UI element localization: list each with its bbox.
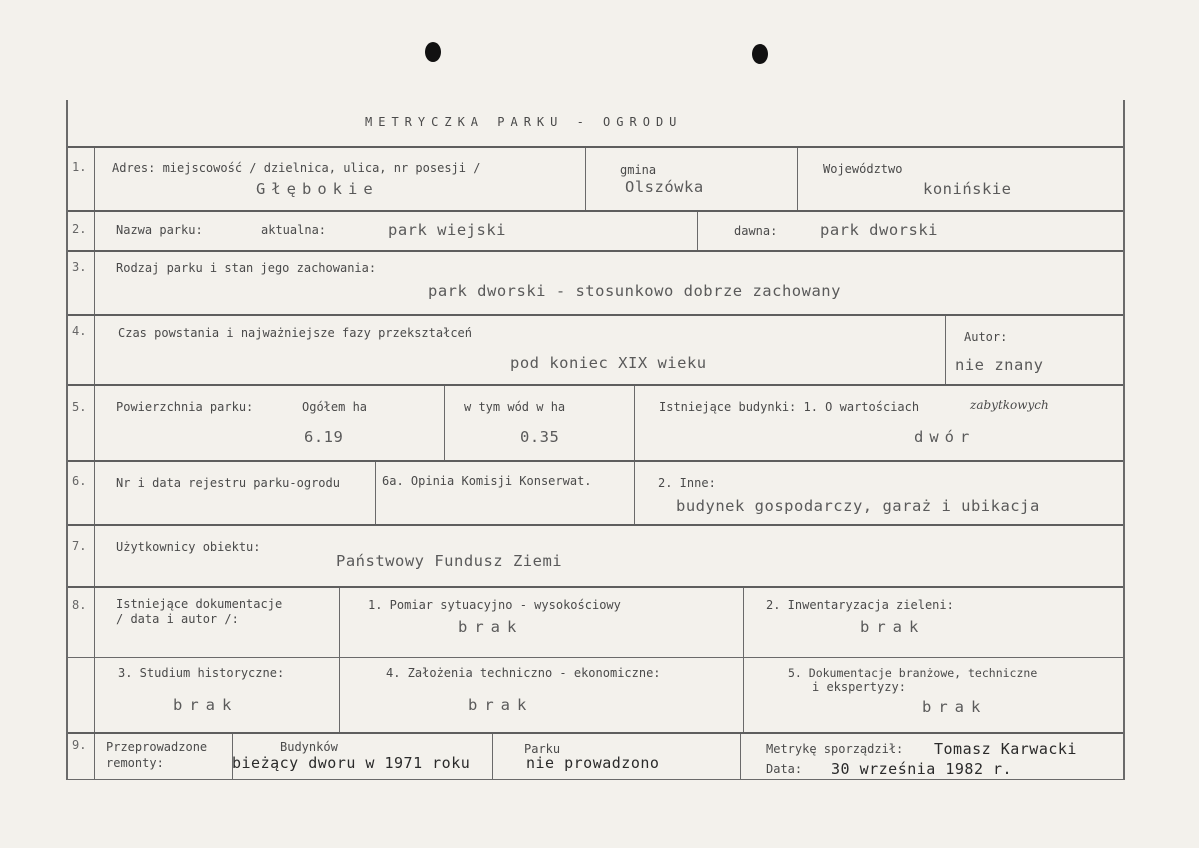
prepared-by-value: Tomasz Karwacki	[934, 740, 1077, 758]
park-record-form	[66, 100, 1125, 780]
history-value: pod koniec XIX wieku	[510, 354, 707, 372]
historical-study-label: 3. Studium historyczne:	[118, 666, 285, 680]
history-label: Czas powstania i najważniejsze fazy przekształceń	[118, 326, 473, 340]
row-number: 7.	[72, 539, 87, 553]
former-name-label: dawna:	[734, 224, 778, 238]
voivodeship-value: konińskie	[923, 180, 1012, 198]
former-name-value: park dworski	[820, 221, 938, 239]
total-area-label: Ogółem ha	[302, 400, 368, 414]
buildings-renovation-label: Budynków	[280, 740, 338, 754]
row-address	[68, 148, 1123, 212]
tech-econ-value: brak	[468, 696, 534, 714]
users-label: Użytkownicy obiektu:	[116, 540, 261, 554]
total-area-value: 6.19	[304, 428, 344, 446]
row-documentation-2	[68, 658, 1123, 734]
punch-hole-right	[752, 44, 768, 64]
author-label: Autor:	[964, 330, 1008, 344]
row-number: 3.	[72, 260, 87, 274]
author-value: nie znany	[955, 356, 1044, 374]
greenery-label: 2. Inwentaryzacja zieleni:	[766, 598, 954, 612]
water-area-label: w tym wód w ha	[464, 400, 566, 414]
locality-value: Głębokie	[256, 180, 379, 198]
row-park-type	[68, 252, 1123, 316]
park-name-label: Nazwa parku:	[116, 223, 203, 237]
water-area-value: 0.35	[520, 428, 560, 446]
buildings-label: Istniejące budynki: 1. O wartościach	[659, 400, 920, 414]
park-renovation-value: nie prowadzono	[526, 754, 660, 772]
other-buildings-value: budynek gospodarczy, garaż i ubikacja	[676, 497, 1040, 515]
park-type-value: park dworski - stosunkowo dobrze zachowany	[428, 282, 841, 300]
buildings-renovation-value: bieżący dworu w 1971 roku	[232, 754, 471, 772]
renovations-label-2: remonty:	[106, 756, 164, 770]
users-value: Państwowy Fundusz Ziemi	[336, 552, 563, 570]
row-users	[68, 526, 1123, 588]
buildings-value: dwór	[914, 428, 976, 446]
row-number: 1.	[72, 160, 87, 174]
date-label: Data:	[766, 762, 803, 776]
row-renovations	[68, 734, 1123, 780]
row-number: 5.	[72, 400, 87, 414]
greenery-value: brak	[860, 618, 926, 636]
gmina-value: Olszówka	[625, 178, 704, 196]
survey-label: 1. Pomiar sytuacyjno - wysokościowy	[368, 598, 621, 612]
row-documentation	[68, 588, 1123, 658]
opinion-label: 6a. Opinia Komisji Konserwat.	[382, 474, 592, 488]
punch-hole-left	[425, 42, 441, 62]
documentation-label-1: Istniejące dokumentacje	[116, 597, 283, 611]
branch-docs-label-2: i ekspertyzy:	[812, 680, 906, 694]
row-number: 4.	[72, 324, 87, 338]
row-history	[68, 316, 1123, 386]
form-title: METRYCZKA PARKU - OGRODU	[365, 115, 683, 129]
other-buildings-label: 2. Inne:	[658, 476, 716, 490]
current-name-label: aktualna:	[261, 223, 327, 237]
row-register	[68, 462, 1123, 526]
address-label: Adres: miejscowość / dzielnica, ulica, nr posesji /	[112, 161, 481, 175]
area-label: Powierzchnia parku:	[116, 400, 254, 414]
voivodeship-label: Województwo	[823, 162, 903, 176]
branch-docs-value: brak	[922, 698, 988, 716]
row-park-name	[68, 212, 1123, 252]
date-value: 30 września 1982 r.	[831, 760, 1013, 778]
current-name-value: park wiejski	[388, 221, 506, 239]
row-number: 2.	[72, 222, 87, 236]
prepared-by-label: Metrykę sporządził:	[766, 742, 904, 756]
row-number: 8.	[72, 598, 87, 612]
historical-study-value: brak	[173, 696, 239, 714]
renovations-label-1: Przeprowadzone	[106, 740, 208, 754]
survey-value: brak	[458, 618, 524, 636]
park-renovation-label: Parku	[524, 742, 561, 756]
title-row	[68, 100, 1123, 148]
documentation-label-2: / data i autor /:	[116, 612, 239, 626]
row-number: 6.	[72, 474, 87, 488]
register-label: Nr i data rejestru parku-ogrodu	[116, 476, 340, 490]
tech-econ-label: 4. Założenia techniczno - ekonomiczne:	[386, 666, 661, 680]
row-number: 9.	[72, 738, 87, 752]
row-area	[68, 386, 1123, 462]
park-type-label: Rodzaj parku i stan jego zachowania:	[116, 261, 377, 275]
gmina-label: gmina	[620, 163, 657, 177]
branch-docs-label-1: 5. Dokumentacje branżowe, techniczne	[788, 666, 1038, 680]
buildings-handwritten: zabytkowych	[970, 398, 1049, 412]
